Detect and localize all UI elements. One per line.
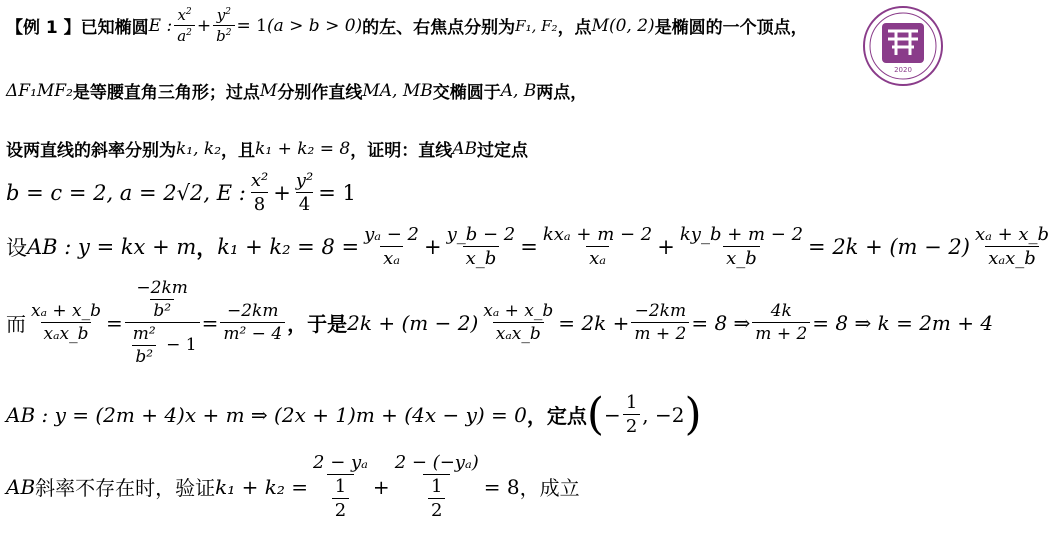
fraction: $\frac{\text{xₐ + x\_b}}{\text{xₐx\_b}}$	[31, 301, 101, 344]
math: k₁ + k₂ = 8	[255, 138, 351, 159]
math: = 1	[236, 15, 267, 36]
text: 设两直线的斜率分别为	[6, 141, 176, 161]
text: 交椭圆于	[432, 83, 501, 103]
text: ，证明：直线	[350, 141, 453, 161]
fraction: $\frac{y\_b - 2}{x\_b}$	[446, 224, 516, 269]
seal-logo-icon	[862, 5, 944, 87]
math: M(0, 2)	[591, 15, 655, 36]
svg-text:2020: 2020	[894, 66, 912, 74]
problem-line-2	[6, 78, 587, 103]
math: F₁, F₂	[515, 16, 558, 35]
text: ，且	[221, 141, 256, 161]
fraction: $\frac{x^2}{a^2}$	[174, 6, 195, 45]
complex-fraction: $\frac{-2km}{\text{b²}}$ $\frac{\text{m²}}{\text{b²}}$ − 1	[125, 278, 200, 367]
text: 的左、右焦点分别为	[362, 18, 516, 38]
text: ，点	[557, 18, 592, 38]
problem-line-3	[6, 136, 528, 161]
math: E :	[148, 15, 173, 36]
text: 设	[6, 235, 27, 260]
solution-line-7: AB : y = (2m + 4)x + m ⇒ (2x + 1)m + (4x − y) = 0 ，定点 ( − $\frac{1}{2}$ , −2 )	[6, 388, 702, 440]
fraction: $\frac{\text{2 − yₐ}}{\frac{1}{2}}$	[313, 452, 368, 521]
math: A, B	[500, 80, 537, 101]
math: b = c = 2, a = 2√2, E :	[6, 180, 246, 205]
fraction: $\frac{\text{y²}}{4}$	[295, 170, 314, 215]
text: 已知椭圆	[80, 18, 149, 38]
fraction: $\frac{\text{xₐ + x\_b}}{\text{xₐx\_b}}$	[974, 224, 1050, 269]
text: 是椭圆的一个顶点，	[654, 18, 808, 38]
fraction: $\frac{\text{x²}}{8}$	[250, 170, 269, 215]
text: 是等腰直角三角形；过点	[72, 83, 260, 103]
solution-line-4: b = c = 2, a = 2√2, E : $\frac{\text{x²}}{8}$ + $\frac{\text{y²}}{4}$ = 1	[6, 170, 356, 215]
solution-line-5: 设 AB : y = kx + m ， k₁ + k₂ = 8 = $\frac{\text{yₐ − 2}}{\text{xₐ}}$ + $\frac{y\_b - 2}{x\_b}$ = $\frac{\text{kxₐ + m − 2}}{\text{xₐ}}$ + $\frac{ky\_b + m - 2}{x\_b}$ = 2k + (m − 2) $\frac{\text{xₐ + x\_b}}{\text{xₐx\_b}}$	[6, 224, 1054, 269]
fraction: $\frac{1}{2}$	[623, 392, 640, 437]
text: 两点，	[536, 83, 588, 103]
fraction: $\frac{\text{kxₐ + m − 2}}{\text{xₐ}}$	[542, 224, 653, 269]
example-tag: 【例 1 】	[6, 18, 81, 38]
math: M	[259, 80, 278, 101]
fraction: $\frac{-2km}{m + 2}$	[631, 301, 689, 344]
math: AB : y = kx + m	[27, 234, 197, 259]
math: AB : y = (2m + 4)x + m ⇒ (2x + 1)m + (4x − y) = 0	[6, 402, 527, 427]
problem-line-1: 【例 1 】 已知椭圆 E : $\frac{x^2}{a^2}$ + $\frac{y^2}{b^2}$ = 1 (a > b > 0) 的左、右焦点分别为 F₁, F₂ ，点 M(0, 2) 是椭圆的一个顶点，	[6, 6, 808, 45]
math: (a > b > 0)	[266, 15, 363, 36]
fraction: $\frac{-2km}{\text{m² − 4}}$	[220, 301, 285, 344]
fraction: $\frac{y^2}{b^2}$	[213, 6, 234, 45]
math: AB	[452, 138, 477, 159]
solution-line-6: 而 $\frac{\text{xₐ + x\_b}}{\text{xₐx\_b}}$ = $\frac{-2km}{\text{b²}}$ $\frac{\text{m²}}{\text{b²}}$ − 1 = $\frac{-2km}{\text{m² − 4}}$ ，于是 2k + (m − 2) $\frac{\text{xₐ + x\_b}}{\text{xₐx\_b}}$ = 2k + $\frac{-2km}{m + 2}$ = 8 ⇒ $\frac{4k}{m + 2}$ = 8 ⇒ k = 2m + 4	[6, 278, 994, 367]
fraction: $\frac{\text{yₐ − 2}}{\text{xₐ}}$	[364, 224, 419, 269]
text: 过定点	[476, 141, 528, 161]
math: MA, MB	[362, 80, 433, 101]
fraction: $\frac{\text{xₐ + x\_b}}{\text{xₐx\_b}}$	[483, 301, 554, 344]
text: ，成立	[519, 476, 580, 500]
text: ，	[196, 235, 218, 260]
math: AB	[6, 474, 36, 499]
text: ，于是	[287, 312, 348, 336]
text: 分别作直线	[277, 83, 363, 103]
text: 而	[6, 312, 26, 336]
fraction: $\frac{4k}{m + 2}$	[752, 301, 810, 344]
fraction: $\frac{ky\_b + m - 2}{x\_b}$	[679, 224, 804, 269]
math: ΔF₁MF₂	[6, 80, 73, 101]
math: k₁ + k₂ = 8 =	[217, 234, 360, 259]
text: ，定点	[526, 404, 587, 428]
solution-line-8: AB 斜率不存在时，验证 k₁ + k₂ = $\frac{\text{2 − yₐ}}{\frac{1}{2}}$ + $\frac{\text{2 − (−yₐ)}}{\frac{1}{2}}$ = 8 ，成立	[6, 452, 580, 521]
text: 斜率不存在时，验证	[35, 476, 216, 500]
math: k₁, k₂	[176, 138, 222, 159]
fraction: $\frac{\text{2 − (−yₐ)}}{\frac{1}{2}}$	[394, 452, 479, 521]
